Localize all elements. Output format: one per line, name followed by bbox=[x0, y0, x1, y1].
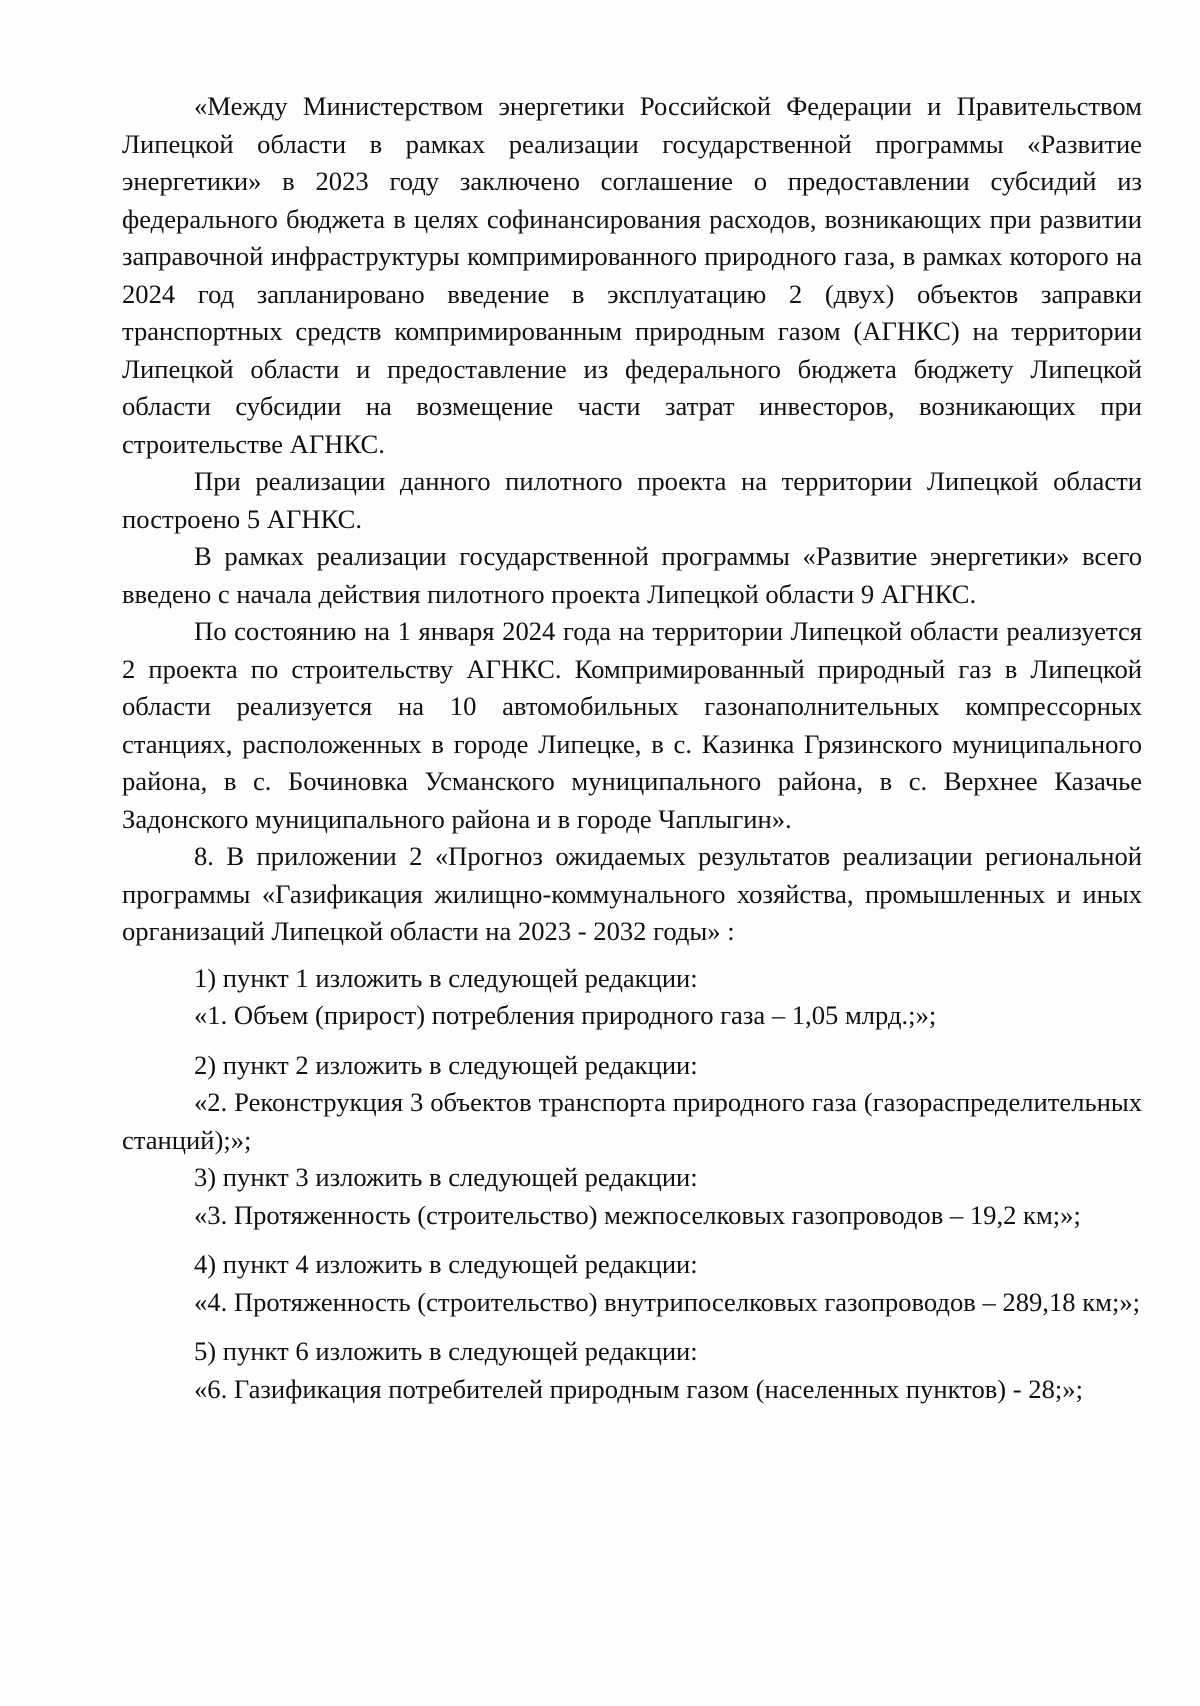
list-item-clause-1-text: «1. Объем (прирост) потребления природного газа – 1,05 млрд.;»; bbox=[194, 1000, 937, 1030]
paragraph-agreement: «Между Министерством энергетики Российской Федерации и Правительством Липецкой области в рамках реализации государственной программы «Развитие энергетики» в 2023 году заключено соглашение о предоставлении субсидий из федерального бюджета в целях софинансирования расходов, возникающих при развитии заправочной инфраструктуры компримированного природного газа, в рамках которого на 2024 год запланировано введение в эксплуатацию 2 (двух) объектов заправки транспортных средств компримированным природным газом (АГНКС) на территории Липецкой области и предоставление из федерального бюджета бюджету Липецкой области субсидии на возмещение части затрат инвесторов, возникающих при строительстве АГНКС. bbox=[122, 91, 1142, 459]
list-item-clause-2-text: «2. Реконструкция 3 объектов транспорта природного газа (газораспределительных станций);»; bbox=[122, 1087, 1142, 1155]
paragraph-state-program: В рамках реализации государственной программы «Развитие энергетики» всего введено с начала действия пилотного проекта Липецкой области 9 АГНКС. bbox=[122, 541, 1142, 609]
paragraph-appendix-2: 8. В приложении 2 «Прогноз ожидаемых результатов реализации региональной программы «Газификация жилищно-коммунального хозяйства, промышленных и иных организаций Липецкой области на 2023 - 2032 годы» : bbox=[122, 841, 1142, 946]
list-item-clause-4-intro: 4) пункт 4 изложить в следующей редакции: bbox=[194, 1249, 698, 1279]
list-item-clause-3-intro: 3) пункт 3 изложить в следующей редакции: bbox=[194, 1162, 698, 1192]
list-item-clause-6-text: «6. Газификация потребителей природным газом (населенных пунктов) - 28;»; bbox=[194, 1373, 1083, 1404]
list-item-clause-2-intro: 2) пункт 2 изложить в следующей редакции: bbox=[194, 1049, 698, 1080]
paragraph-pilot-project: При реализации данного пилотного проекта на территории Липецкой области построено 5 АГНКС. bbox=[122, 466, 1142, 534]
list-item-clause-3-text: «3. Протяженность (строительство) межпоселковых газопроводов – 19,2 км;»; bbox=[194, 1199, 1081, 1230]
list-item-clause-6-intro: 5) пункт 6 изложить в следующей редакции: bbox=[194, 1336, 698, 1366]
paragraph-status-2024: По состоянию на 1 января 2024 года на территории Липецкой области реализуется 2 проекта по строительству АГНКС. Компримированный природный газ в Липецкой области реализуется на 10 автомобильных газонаполнительных компрессорных станциях, расположенных в городе Липецке, в с. Казинка Грязинского муниципального района, в с. Бочиновка Усманского муниципального района, в с. Верхнее Казачье Задонского муниципального района и в городе Чаплыгин». bbox=[122, 616, 1142, 834]
list-item-clause-1-intro: 1) пункт 1 изложить в следующей редакции: bbox=[194, 962, 698, 993]
document-body bbox=[122, 88, 1142, 1408]
list-item-clause-4-text: «4. Протяженность (строительство) внутрипоселковых газопроводов – 289,18 км;»; bbox=[194, 1286, 1141, 1317]
